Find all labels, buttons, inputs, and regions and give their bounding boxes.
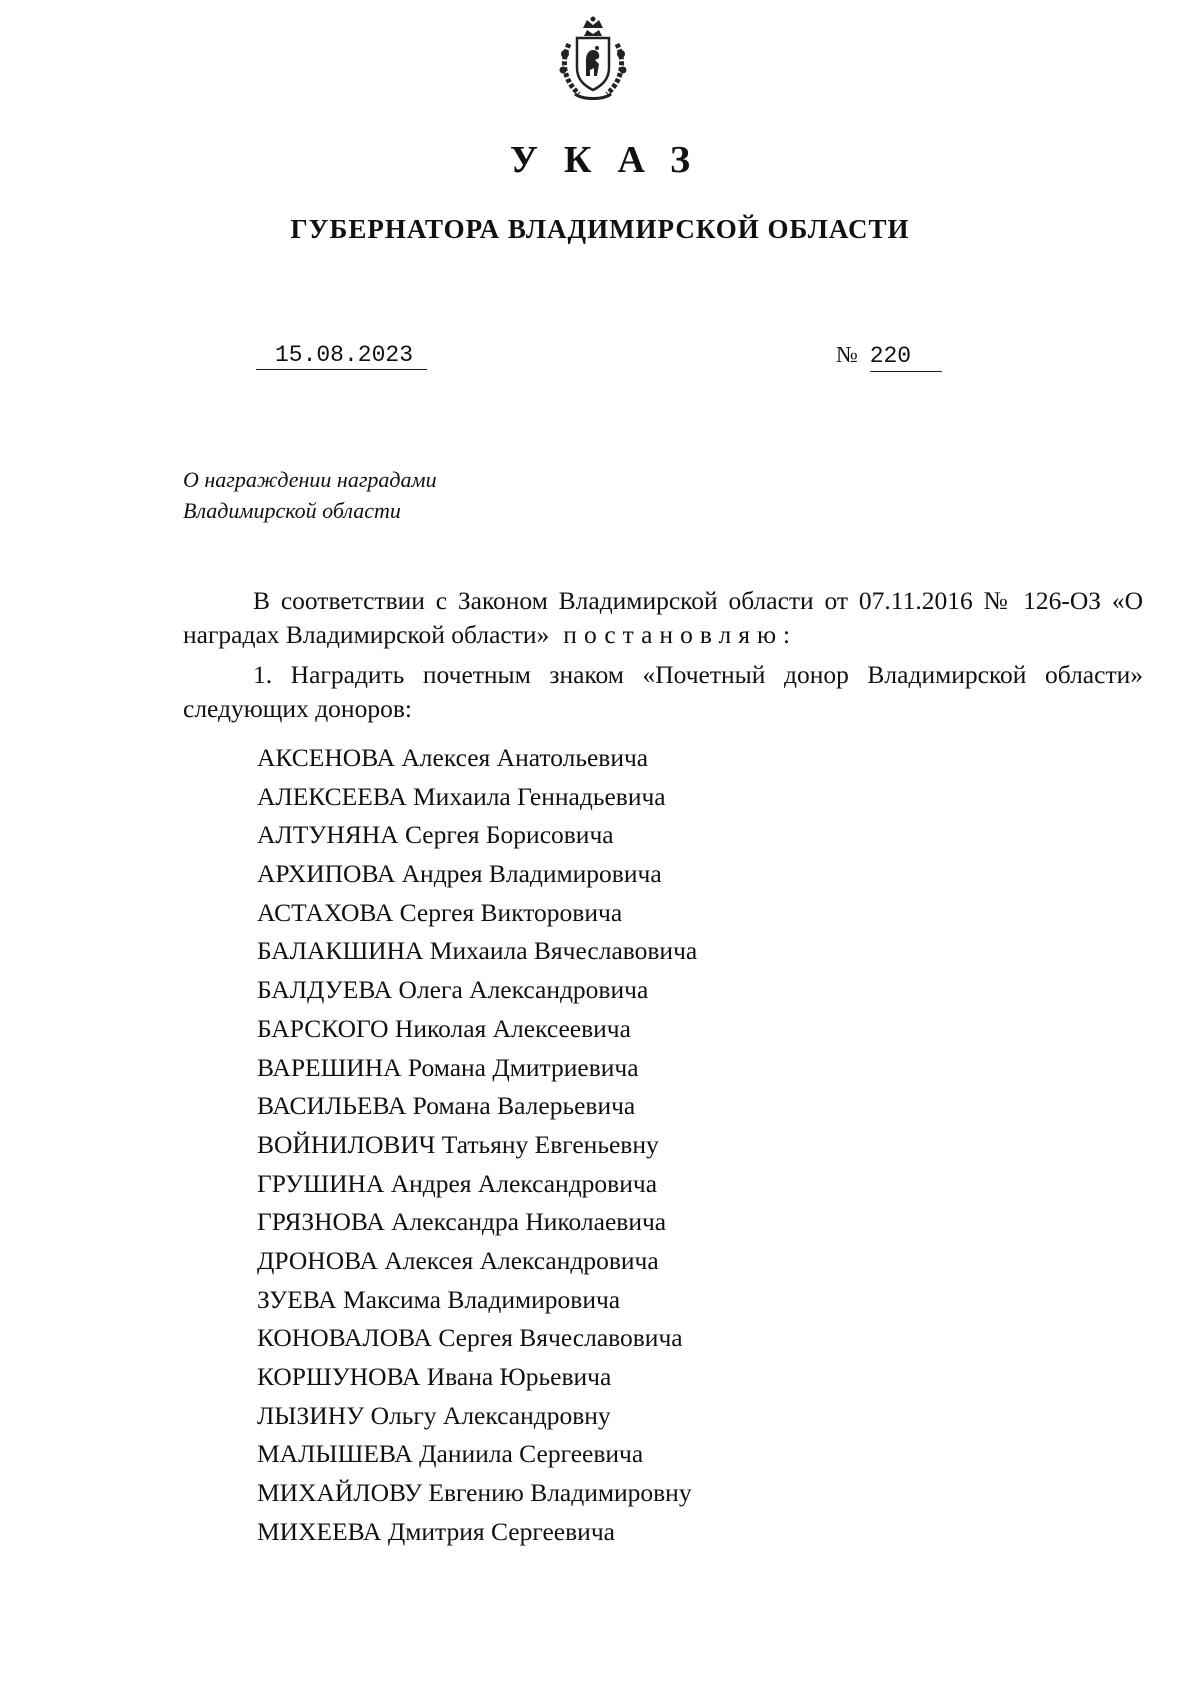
decree-subject [183,464,437,526]
list-item: БАРСКОГО Николая Алексеевича [257,1013,631,1043]
preamble-text: В соответствии с Законом Владимирской области от 07.11.2016 № 126-ОЗ «О наградах Владимирской области» [183,586,1143,649]
list-item: ВАРЕШИНА Романа Дмитриевича [257,1052,639,1082]
number-sign: № [836,342,858,367]
list-item: КОНОВАЛОВА Сергея Вячеславовича [257,1323,683,1353]
list-item: ДРОНОВА Алексея Александровича [257,1245,659,1275]
list-item: АРХИПОВА Андрея Владимировича [257,859,662,889]
donor-list [257,741,697,1553]
list-item: БАЛДУЕВА Олега Александровича [257,975,649,1005]
list-item: АЛТУНЯНА Сергея Борисовича [257,820,614,850]
preamble-paragraph [183,584,1143,652]
list-item: ВОЙНИЛОВИЧ Татьяну Евгеньевну [257,1129,659,1159]
subject-line: Владимирской области [183,498,401,523]
list-item: МИХЕЕВА Дмитрия Сергеевича [257,1516,615,1546]
list-item: АЛЕКСЕЕВА Михаила Геннадьевича [257,781,666,811]
list-item: ЗУЕВА Максима Владимировича [257,1284,621,1314]
list-item: КОРШУНОВА Ивана Юрьевича [257,1362,612,1391]
document-type-heading: УКАЗ [510,139,716,181]
issuer-heading: ГУБЕРНАТОРА ВЛАДИМИРСКОЙ ОБЛАСТИ [290,214,910,244]
list-item: ГРУШИНА Андрея Александровича [257,1168,658,1198]
item-1-text: 1. Наградить почетным знаком «Почетный донор Владимирской области» следующих доноров: [183,660,1143,723]
list-item: ГРЯЗНОВА Александра Николаевича [257,1207,667,1237]
list-item: ВАСИЛЬЕВА Романа Валерьевича [257,1091,636,1121]
decree-date: 15.08.2023 [256,340,427,370]
list-item: ЛЫЗИНУ Ольгу Александровну [257,1400,611,1430]
list-item: БАЛАКШИНА Михаила Вячеславовича [257,936,698,966]
list-item: МИХАЙЛОВУ Евгению Владимировну [257,1478,692,1508]
list-item: МАЛЫШЕВА Даниила Сергеевича [257,1439,644,1469]
decree-number: 220 [870,341,942,372]
subject-line: О награждении наградами [183,467,437,492]
decree-body [183,584,1143,726]
resolve-word: постановляю: [563,620,798,649]
list-item: АКСЕНОВА Алексея Анатольевича [257,743,649,772]
item-1-paragraph [183,658,1143,726]
coat-of-arms-icon [553,14,633,104]
decree-number-block [836,340,942,370]
list-item: АСТАХОВА Сергея Викторовича [257,897,623,927]
